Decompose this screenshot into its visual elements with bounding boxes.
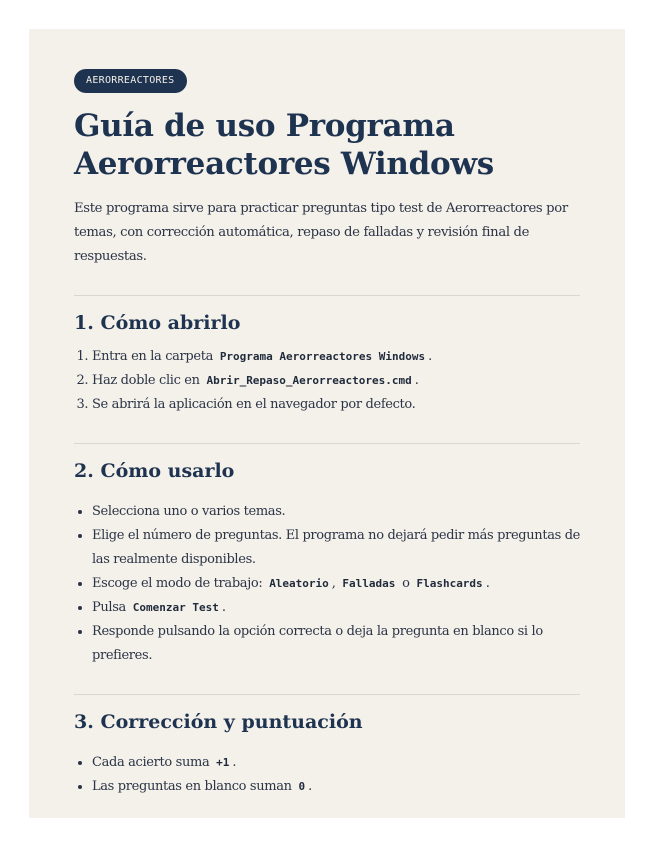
page-title: Guía de uso Programa Aerorreactores Windows xyxy=(74,108,494,182)
divider xyxy=(74,694,580,695)
mode-flashcards: Flashcards xyxy=(416,577,483,590)
section-scoring xyxy=(74,710,580,799)
mode-failed: Falladas xyxy=(342,577,396,590)
section-open xyxy=(74,311,580,417)
list-item: • Escoge el modo de trabajo: Aleatorio , Falladas o Flashcards . xyxy=(92,572,580,596)
usage-list xyxy=(74,500,580,668)
divider xyxy=(74,295,580,296)
section-heading: 2. Cómo usarlo xyxy=(74,460,235,482)
score-correct: +1 xyxy=(216,756,230,769)
folder-name: Programa Aerorreactores Windows xyxy=(219,350,426,363)
list-item: • Selecciona uno o varios temas. xyxy=(92,500,580,524)
mode-random: Aleatorio xyxy=(269,577,329,590)
launcher-file-name: Abrir_Repaso_Aerorreactores.cmd xyxy=(206,374,412,387)
list-item: 2. Haz doble clic en Abrir_Repaso_Aerorreactores.cmd . xyxy=(92,369,580,393)
list-item: 3. Se abrirá la aplicación en el navegador por defecto. xyxy=(92,393,580,417)
list-item: • Pulsa Comenzar Test . xyxy=(92,596,580,620)
start-test-label: Comenzar Test xyxy=(132,601,219,614)
intro-paragraph: Este programa sirve para practicar preguntas tipo test de Aerorreactores por temas, con corrección automática, repaso de falladas y revisión final de respuestas. xyxy=(74,201,568,264)
list-item: • Cada acierto suma +1 . xyxy=(92,751,580,775)
category-badge: AERORREACTORES xyxy=(74,69,187,93)
section-usage xyxy=(74,459,580,668)
open-steps-list xyxy=(74,345,580,417)
section-heading: 1. Cómo abrirlo xyxy=(74,312,241,334)
guide-card xyxy=(29,29,625,818)
divider xyxy=(74,443,580,444)
section-heading: 3. Corrección y puntuación xyxy=(74,711,363,733)
list-item: • Elige el número de preguntas. El programa no dejará pedir más preguntas de las realmente disponibles. xyxy=(92,524,580,572)
list-item: • Responde pulsando la opción correcta o deja la pregunta en blanco si lo prefieres. xyxy=(92,620,580,668)
score-blank: 0 xyxy=(298,780,306,793)
scoring-list xyxy=(74,751,580,799)
list-item: 1. Entra en la carpeta Programa Aerorreactores Windows . xyxy=(92,345,580,369)
list-item: • Las preguntas en blanco suman 0 . xyxy=(92,775,580,799)
